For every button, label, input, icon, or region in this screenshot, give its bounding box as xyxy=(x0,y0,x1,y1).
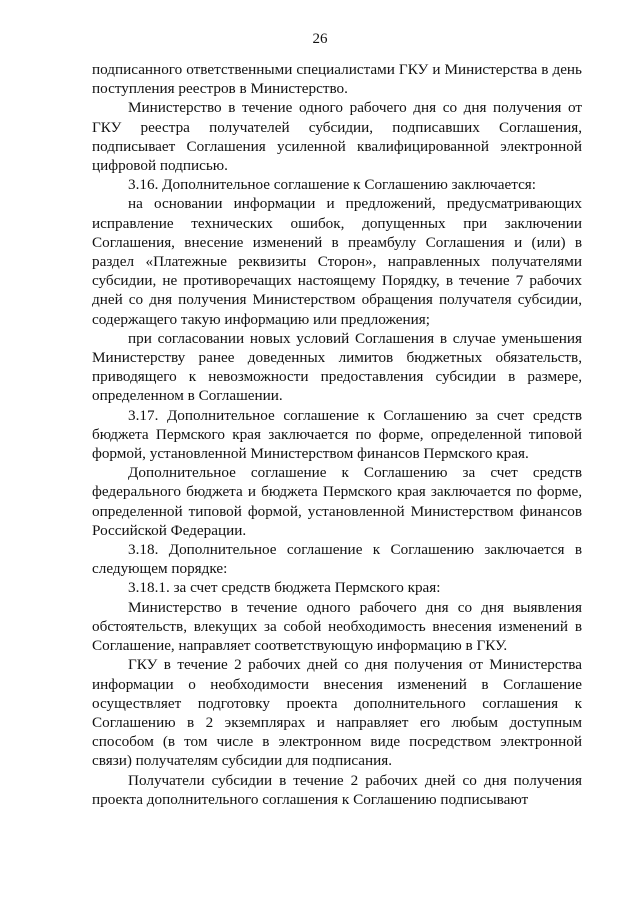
paragraph: Получатели субсидии в течение 2 рабочих дней со дня получения проекта дополнительного соглашения к Соглашению подписывают xyxy=(92,771,582,808)
document-body xyxy=(92,60,582,809)
paragraph: 3.17. Дополнительное соглашение к Соглашению за счет средств бюджета Пермского края заключается по форме, определенной типовой формой, установленной Министерством финансов Пермского края. xyxy=(92,406,582,463)
paragraph: Министерство в течение одного рабочего дня со дня получения от ГКУ реестра получателей субсидии, подписавших Соглашения, подписывает Соглашения усиленной квалифицированной электронной цифровой подписью. xyxy=(92,99,582,175)
paragraph: 3.16. Дополнительное соглашение к Соглашению заключается: xyxy=(128,176,537,194)
paragraph: Дополнительное соглашение к Соглашению за счет средств федерального бюджета и бюджета Пермского края заключается по форме, определенной типовой формой, установленной Министерством финансов Российской Федерации. xyxy=(92,464,582,539)
paragraph: 3.18. Дополнительное соглашение к Соглашению заключается в следующем порядке: xyxy=(92,541,582,578)
paragraph: подписанного ответственными специалистами ГКУ и Министерства в день поступления реестров в Министерство. xyxy=(92,61,582,98)
page-number: 26 xyxy=(312,31,328,47)
paragraph: ГКУ в течение 2 рабочих дней со дня получения от Министерства информации о необходимости внесения изменений в Соглашение осуществляет подготовку проекта дополнительного соглашения к Соглашению в 2 экземплярах и направляет его любым доступным способом (в том числе в электронном виде посредством электронной связи) получателям субсидии для подписания. xyxy=(92,656,582,770)
paragraph: 3.18.1. за счет средств бюджета Пермского края: xyxy=(128,579,441,597)
paragraph: Министерство в течение одного рабочего дня со дня выявления обстоятельств, влекущих за собой необходимость внесения изменений в Соглашение, направляет соответствующую информацию в ГКУ. xyxy=(92,598,582,655)
paragraph: при согласовании новых условий Соглашения в случае уменьшения Министерству ранее доведенных лимитов бюджетных обязательств, приводящего к невозможности предоставления субсидии в размере, определенном в Соглашении. xyxy=(92,329,582,405)
paragraph: на основании информации и предложений, предусматривающих исправление технических ошибок, допущенных при заключении Соглашения, внесение изменений в преамбулу Соглашения и (или) в раздел «Платежные реквизиты Сторон», направленных получателями субсидии, не противоречащих настоящему Порядку, в течение 7 рабочих дней со дня получения Министерством обращения получателя субсидии, содержащего такую информацию или предложения; xyxy=(92,195,582,328)
